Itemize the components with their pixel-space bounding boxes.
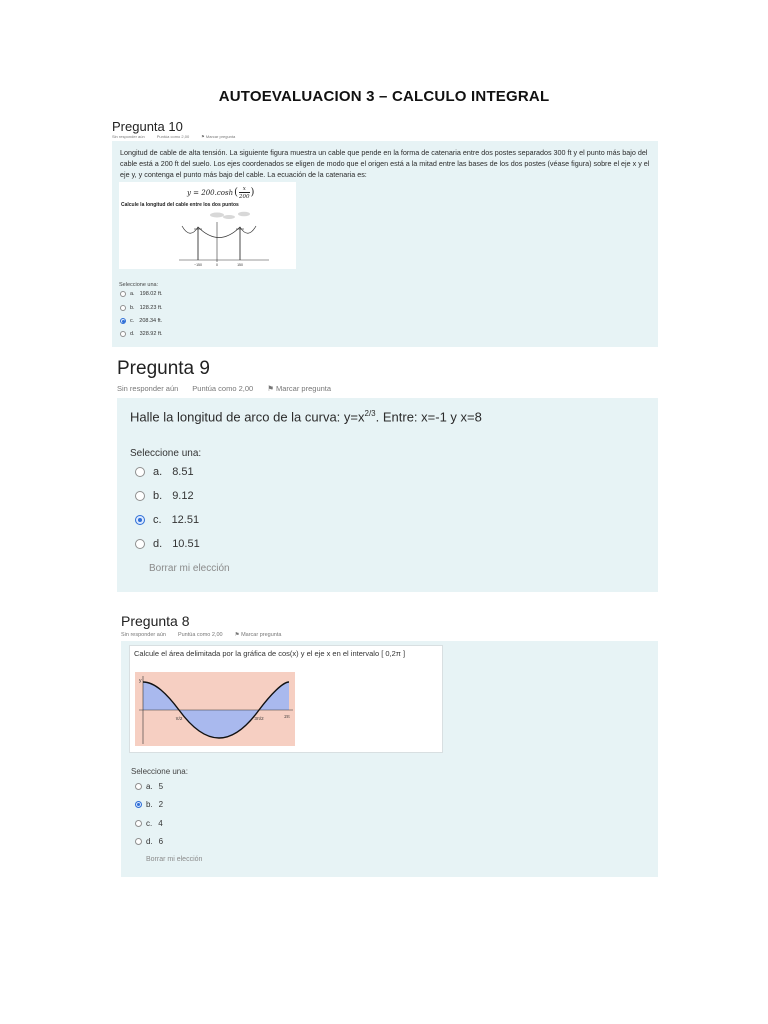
select-label: Seleccione una:: [131, 767, 188, 776]
flag-question-link[interactable]: ⚑ Marcar pregunta: [201, 134, 236, 139]
option-b[interactable]: b. 9.12: [135, 490, 194, 502]
option-b[interactable]: b. 2: [135, 800, 163, 809]
radio-button-selected[interactable]: [135, 515, 145, 525]
question-panel: [121, 641, 658, 877]
clear-choice-link[interactable]: Borrar mi elección: [146, 856, 203, 863]
question-text: Halle la longitud de arco de la curva: $y=x^{2/3}$. Entre: x=-1 y x=8: [130, 409, 482, 425]
radio-button[interactable]: [135, 838, 142, 845]
question-title: Pregunta 8: [121, 613, 190, 629]
radio-button[interactable]: [135, 783, 142, 790]
question-panel: [112, 141, 658, 347]
option-d[interactable]: d. 6: [135, 837, 163, 846]
tick-label: 0: [216, 263, 218, 267]
catenary-plot: [119, 182, 296, 269]
catenary-equation: y = 200.cosh ( x 200 ): [187, 186, 255, 200]
cloud-shape: [223, 215, 235, 219]
radio-button[interactable]: [135, 491, 145, 501]
question-panel: [117, 398, 658, 592]
flag-icon: ⚑: [267, 384, 274, 393]
catenary-figure: [119, 182, 296, 269]
option-c[interactable]: c. 4: [135, 819, 163, 828]
document-title: AUTOEVALUACION 3 – CALCULO INTEGRAL: [218, 88, 550, 105]
option-b[interactable]: b. 128.23 ft.: [120, 305, 163, 311]
question-title: Pregunta 9: [117, 358, 210, 379]
tick-label: π/2: [175, 716, 183, 721]
option-c[interactable]: c. 208.34 ft.: [120, 318, 162, 324]
catenary-cable: [182, 226, 256, 238]
option-d[interactable]: d. 328.92 ft.: [120, 331, 163, 337]
question-meta: [112, 134, 235, 139]
question-text: Longitud de cable de alta tensión. La siguiente figura muestra un cable que pende en la forma de catenaria entre dos postes separados 300 ft y el punto más bajo del cable está a 200 ft del suelo. Los ejes coordenados se eligen de modo que el origen está a la mitad entre las bases de los dos postes (véase figura) sobre el eje x y el eje y, y contenga el punto más bajo del cable. La ecuación de la catenaria es:: [120, 148, 650, 179]
radio-button[interactable]: [135, 820, 142, 827]
radio-button[interactable]: [120, 291, 126, 297]
flag-question-link[interactable]: ⚑ Marcar pregunta: [234, 632, 282, 638]
option-c[interactable]: c. 12.51: [135, 514, 199, 526]
radio-button[interactable]: [120, 331, 126, 337]
tick-label: 150: [237, 263, 243, 267]
radio-button[interactable]: [120, 305, 126, 311]
status-text: Sin responder aún: [112, 134, 145, 139]
clear-choice-link[interactable]: Borrar mi elección: [149, 563, 230, 574]
option-a[interactable]: a. 8.51: [135, 466, 194, 478]
option-a[interactable]: a. 198.02 ft.: [120, 291, 163, 297]
question-meta: [121, 632, 281, 638]
tick-label: 2π: [284, 714, 290, 719]
option-d[interactable]: d. 10.51: [135, 538, 200, 550]
cloud-shape: [210, 213, 224, 218]
flag-icon: ⚑: [234, 632, 240, 638]
question-box: [129, 645, 443, 753]
cosine-graph: [135, 672, 295, 746]
tick-label: 3π/2: [254, 716, 264, 721]
score-text: Puntúa como 2,00: [192, 384, 254, 393]
score-text: Puntúa como 2,00: [177, 632, 223, 638]
radio-button-selected[interactable]: [120, 318, 126, 324]
cloud-shape: [238, 212, 250, 217]
figure-caption: Calcule la longitud del cable entre los dos puntos: [121, 202, 239, 208]
status-text: Sin responder aún: [117, 384, 179, 393]
question-text: Calcule el área delimitada por la gráfica de cos(x) y el eje x en el intervalo [ 0,2π ]: [134, 649, 406, 658]
select-label: Seleccione una:: [119, 282, 159, 288]
tick-label: −150: [194, 263, 202, 267]
radio-button-selected[interactable]: [135, 801, 142, 808]
flag-question-link[interactable]: ⚑ Marcar pregunta: [267, 384, 332, 393]
status-text: Sin responder aún: [121, 632, 166, 638]
score-text: Puntúa como 2,00: [156, 134, 190, 139]
option-a[interactable]: a. 5: [135, 782, 163, 791]
radio-button[interactable]: [135, 467, 145, 477]
flag-icon: ⚑: [201, 134, 205, 139]
select-label: Seleccione una:: [130, 448, 202, 459]
question-meta: [117, 384, 331, 393]
radio-button[interactable]: [135, 539, 145, 549]
question-title: Pregunta 10: [112, 119, 183, 134]
y-axis-label: y: [139, 678, 142, 684]
